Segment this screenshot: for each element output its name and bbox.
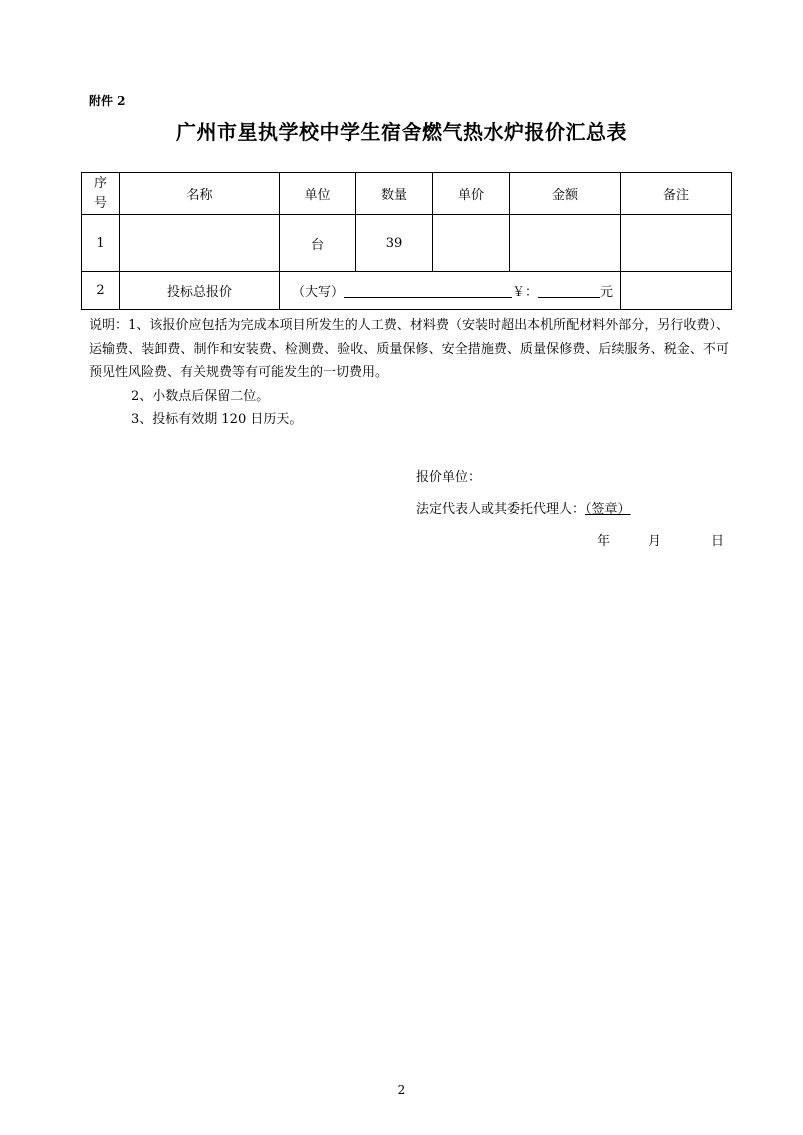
representative-line bbox=[416, 498, 631, 517]
note-3: 3、投标有效期 120 日历天。 bbox=[131, 412, 303, 427]
date-month: 月 bbox=[648, 534, 662, 549]
total-remarks bbox=[621, 272, 732, 310]
rmb-label: ￥： bbox=[512, 285, 539, 300]
capital-label: （大写） bbox=[292, 285, 345, 300]
cell-name bbox=[120, 215, 280, 272]
header-amount: 金额 bbox=[510, 173, 621, 215]
page-title: 广州市星执学校中学生宿舍燃气热水炉报价汇总表 bbox=[176, 120, 627, 144]
date-day: 日 bbox=[711, 534, 725, 549]
header-unit: 单位 bbox=[280, 173, 356, 215]
note-2: 2、小数点后保留二位。 bbox=[131, 388, 270, 404]
date-year: 年 bbox=[597, 534, 611, 549]
header-seq-line2: 号 bbox=[93, 195, 107, 211]
cell-unit: 台 bbox=[280, 215, 356, 272]
total-row bbox=[82, 272, 732, 310]
total-seq: 2 bbox=[82, 272, 120, 310]
quoting-unit-label: 报价单位： bbox=[416, 470, 482, 485]
header-seq bbox=[82, 173, 120, 215]
header-unit-price: 单价 bbox=[433, 173, 510, 215]
cell-quantity: 39 bbox=[356, 215, 433, 272]
table-header-row bbox=[82, 173, 732, 215]
note-1: 说明：1、该报价应包括为完成本项目所发生的人工费、材料费（安装时超出本机所配材料外部分，另行收费）、运输费、装卸费、制作和安装费、检测费、验收、质量保修、安全措施费、质量保修费、后续服务、税金、不可预见性风险费、有关规费等有可能发生的一切费用。 bbox=[89, 318, 729, 380]
cell-unit-price bbox=[433, 215, 510, 272]
table-row bbox=[82, 215, 732, 272]
yuan-label: 元 bbox=[600, 285, 614, 300]
quotation-table bbox=[81, 172, 732, 310]
rmb-amount-line bbox=[538, 284, 600, 298]
header-quantity: 数量 bbox=[356, 173, 433, 215]
total-label: 投标总报价 bbox=[120, 272, 280, 310]
cell-seq: 1 bbox=[82, 215, 120, 272]
header-seq-line1: 序 bbox=[93, 175, 107, 191]
seal-label: （签章） bbox=[585, 502, 631, 517]
cell-amount bbox=[510, 215, 621, 272]
annex-label: 附件 2 bbox=[89, 94, 126, 108]
representative-label: 法定代表人或其委托代理人： bbox=[416, 502, 586, 517]
header-name: 名称 bbox=[120, 173, 280, 215]
page-number: 2 bbox=[397, 1083, 406, 1097]
header-remarks: 备注 bbox=[621, 173, 732, 215]
capital-amount-line bbox=[344, 284, 512, 298]
cell-remarks bbox=[621, 215, 732, 272]
notes-section bbox=[89, 314, 729, 432]
total-value-cell bbox=[280, 272, 621, 310]
